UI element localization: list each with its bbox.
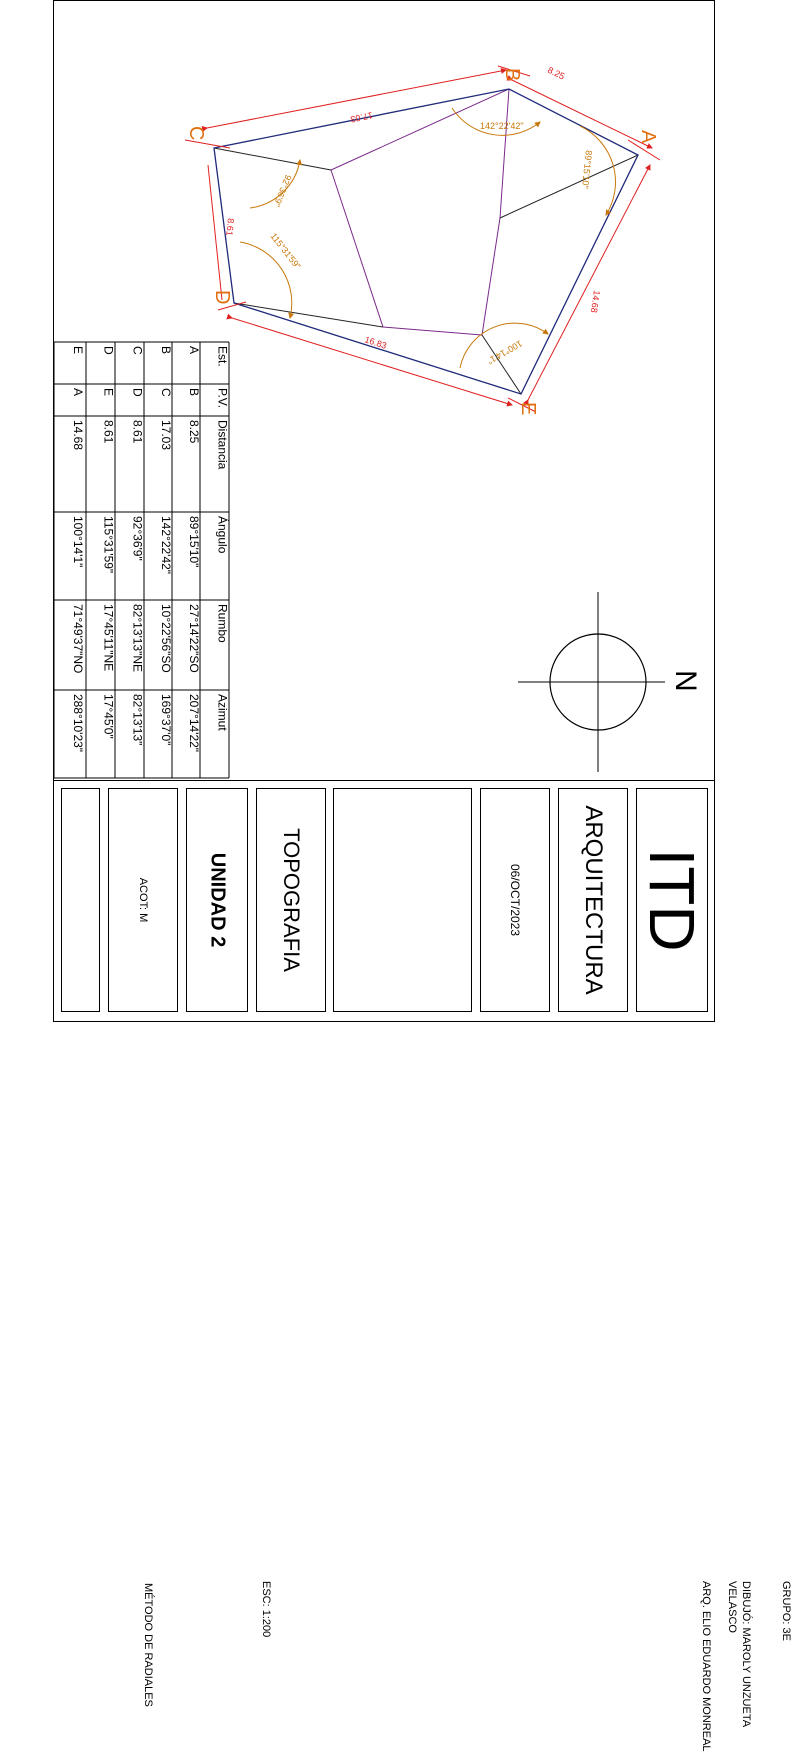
table-cell: 17°45'11"NE <box>101 604 116 672</box>
table-cell: D <box>130 388 145 397</box>
table-cell: 8.61 <box>101 420 116 444</box>
dim-line-de <box>232 318 512 405</box>
table-cell: 27°14'22"SO <box>187 604 201 673</box>
table-cell: D <box>101 346 116 355</box>
table-cell: 8.61 <box>130 420 145 444</box>
table-cell: 89°15'10" <box>187 516 201 568</box>
table-cell: A <box>71 388 85 397</box>
table-header-cell: Est. <box>215 346 230 367</box>
drawn-by-line1: DIBUJÓ: MAROLY UNZUETA <box>740 1581 752 1728</box>
dim-text-ab: 8.25 <box>546 64 567 82</box>
extension-line <box>185 140 230 148</box>
group-text: GRUPO: 3E <box>780 1581 792 1641</box>
table-cell: A <box>187 346 201 355</box>
angle-text-b: 142°22'42" <box>480 121 524 131</box>
dim-text-ea: 14.68 <box>588 289 602 314</box>
survey-table <box>54 342 231 778</box>
institution-name: ITD <box>636 848 708 952</box>
table-cell: 207°14'22" <box>187 694 201 753</box>
interior-line <box>234 303 383 327</box>
vertex-label-c: C <box>185 126 207 141</box>
career-name: ARQUITECTURA <box>580 805 607 995</box>
table-cell: C <box>159 388 173 397</box>
table-cell: 14.68 <box>71 420 85 451</box>
table-cell: B <box>187 388 201 397</box>
drawn-by-line2: VELASCO <box>726 1581 738 1633</box>
angle-text-e: 100°14'1" <box>485 338 524 367</box>
table-header-cell: Ángulo <box>215 516 230 554</box>
dimension-lines <box>185 66 660 412</box>
table-header-cell: Rumbo <box>215 604 230 643</box>
unit-text: UNIDAD 2 <box>206 852 229 948</box>
dim-line-ab <box>512 80 652 148</box>
table-cell: 17°45'0" <box>101 694 116 739</box>
interior-line <box>500 155 638 218</box>
table-cell: E <box>101 388 116 397</box>
table-cell: B <box>159 346 173 355</box>
angle-arc-e <box>460 323 548 368</box>
method-text: MÉTODO DE RADIALES <box>142 1583 154 1707</box>
radial-line <box>383 327 482 335</box>
radial-line <box>500 89 509 218</box>
vertex-label-a: A <box>637 130 659 144</box>
vertex-label-d: D <box>211 290 233 305</box>
table-cell: 115°31'59" <box>101 516 116 574</box>
drawn-by-text <box>725 1581 753 1727</box>
table-cell: 71°49'37"NO <box>71 604 85 674</box>
table-cell: 82°13'13" <box>130 694 145 746</box>
table-cell: E <box>71 346 85 355</box>
table-header-cell: P.V. <box>215 388 230 409</box>
dim-line-cd <box>208 165 222 300</box>
table-cell: 92°36'9" <box>130 516 145 561</box>
angle-text-d: 115°31'59" <box>268 231 303 272</box>
north-arrow <box>518 592 702 772</box>
table-cell: 169°37'0" <box>159 694 173 746</box>
vertex-label-b: B <box>501 68 523 82</box>
subject-text: TOPOGRAFIA <box>279 828 304 972</box>
dim-text-de: 16.83 <box>363 334 388 351</box>
teacher-text: ARQ. ELIO EDUARDO MONREAL <box>700 1581 712 1752</box>
radial-line <box>482 218 500 335</box>
table-cell: 8.25 <box>187 420 201 444</box>
dim-text-bc: 17.03 <box>349 110 374 125</box>
vertex-label-e: E <box>517 402 539 416</box>
table-cell: 288°10'23" <box>71 694 85 753</box>
interior-line <box>214 148 331 170</box>
dim-text-cd: 8.61 <box>224 217 236 237</box>
scale-text: ESC: 1:200 <box>260 1581 272 1638</box>
table-cell: 82°13'13"NE <box>130 604 145 673</box>
table-cell: 10°22'56"SO <box>159 604 173 673</box>
dim-line-ea <box>528 165 650 400</box>
table-header-cell: Distancia <box>215 420 230 470</box>
radial-line <box>331 170 383 327</box>
units-text: ACOT: M <box>137 877 149 923</box>
table-header-cell: Azimut <box>215 694 230 731</box>
table-cell: 142°22'42" <box>159 516 173 575</box>
angle-arcs <box>240 108 615 368</box>
table-cell: 17.03 <box>159 420 173 451</box>
north-label: N <box>669 670 702 692</box>
table-cell: 100°14'1" <box>71 516 85 568</box>
date-text: 06/OCT/2023 <box>508 863 522 937</box>
angle-text-a: 89°15'10" <box>579 149 594 190</box>
angle-text-c: 92°36'9" <box>271 173 294 209</box>
table-cell: C <box>130 346 145 355</box>
